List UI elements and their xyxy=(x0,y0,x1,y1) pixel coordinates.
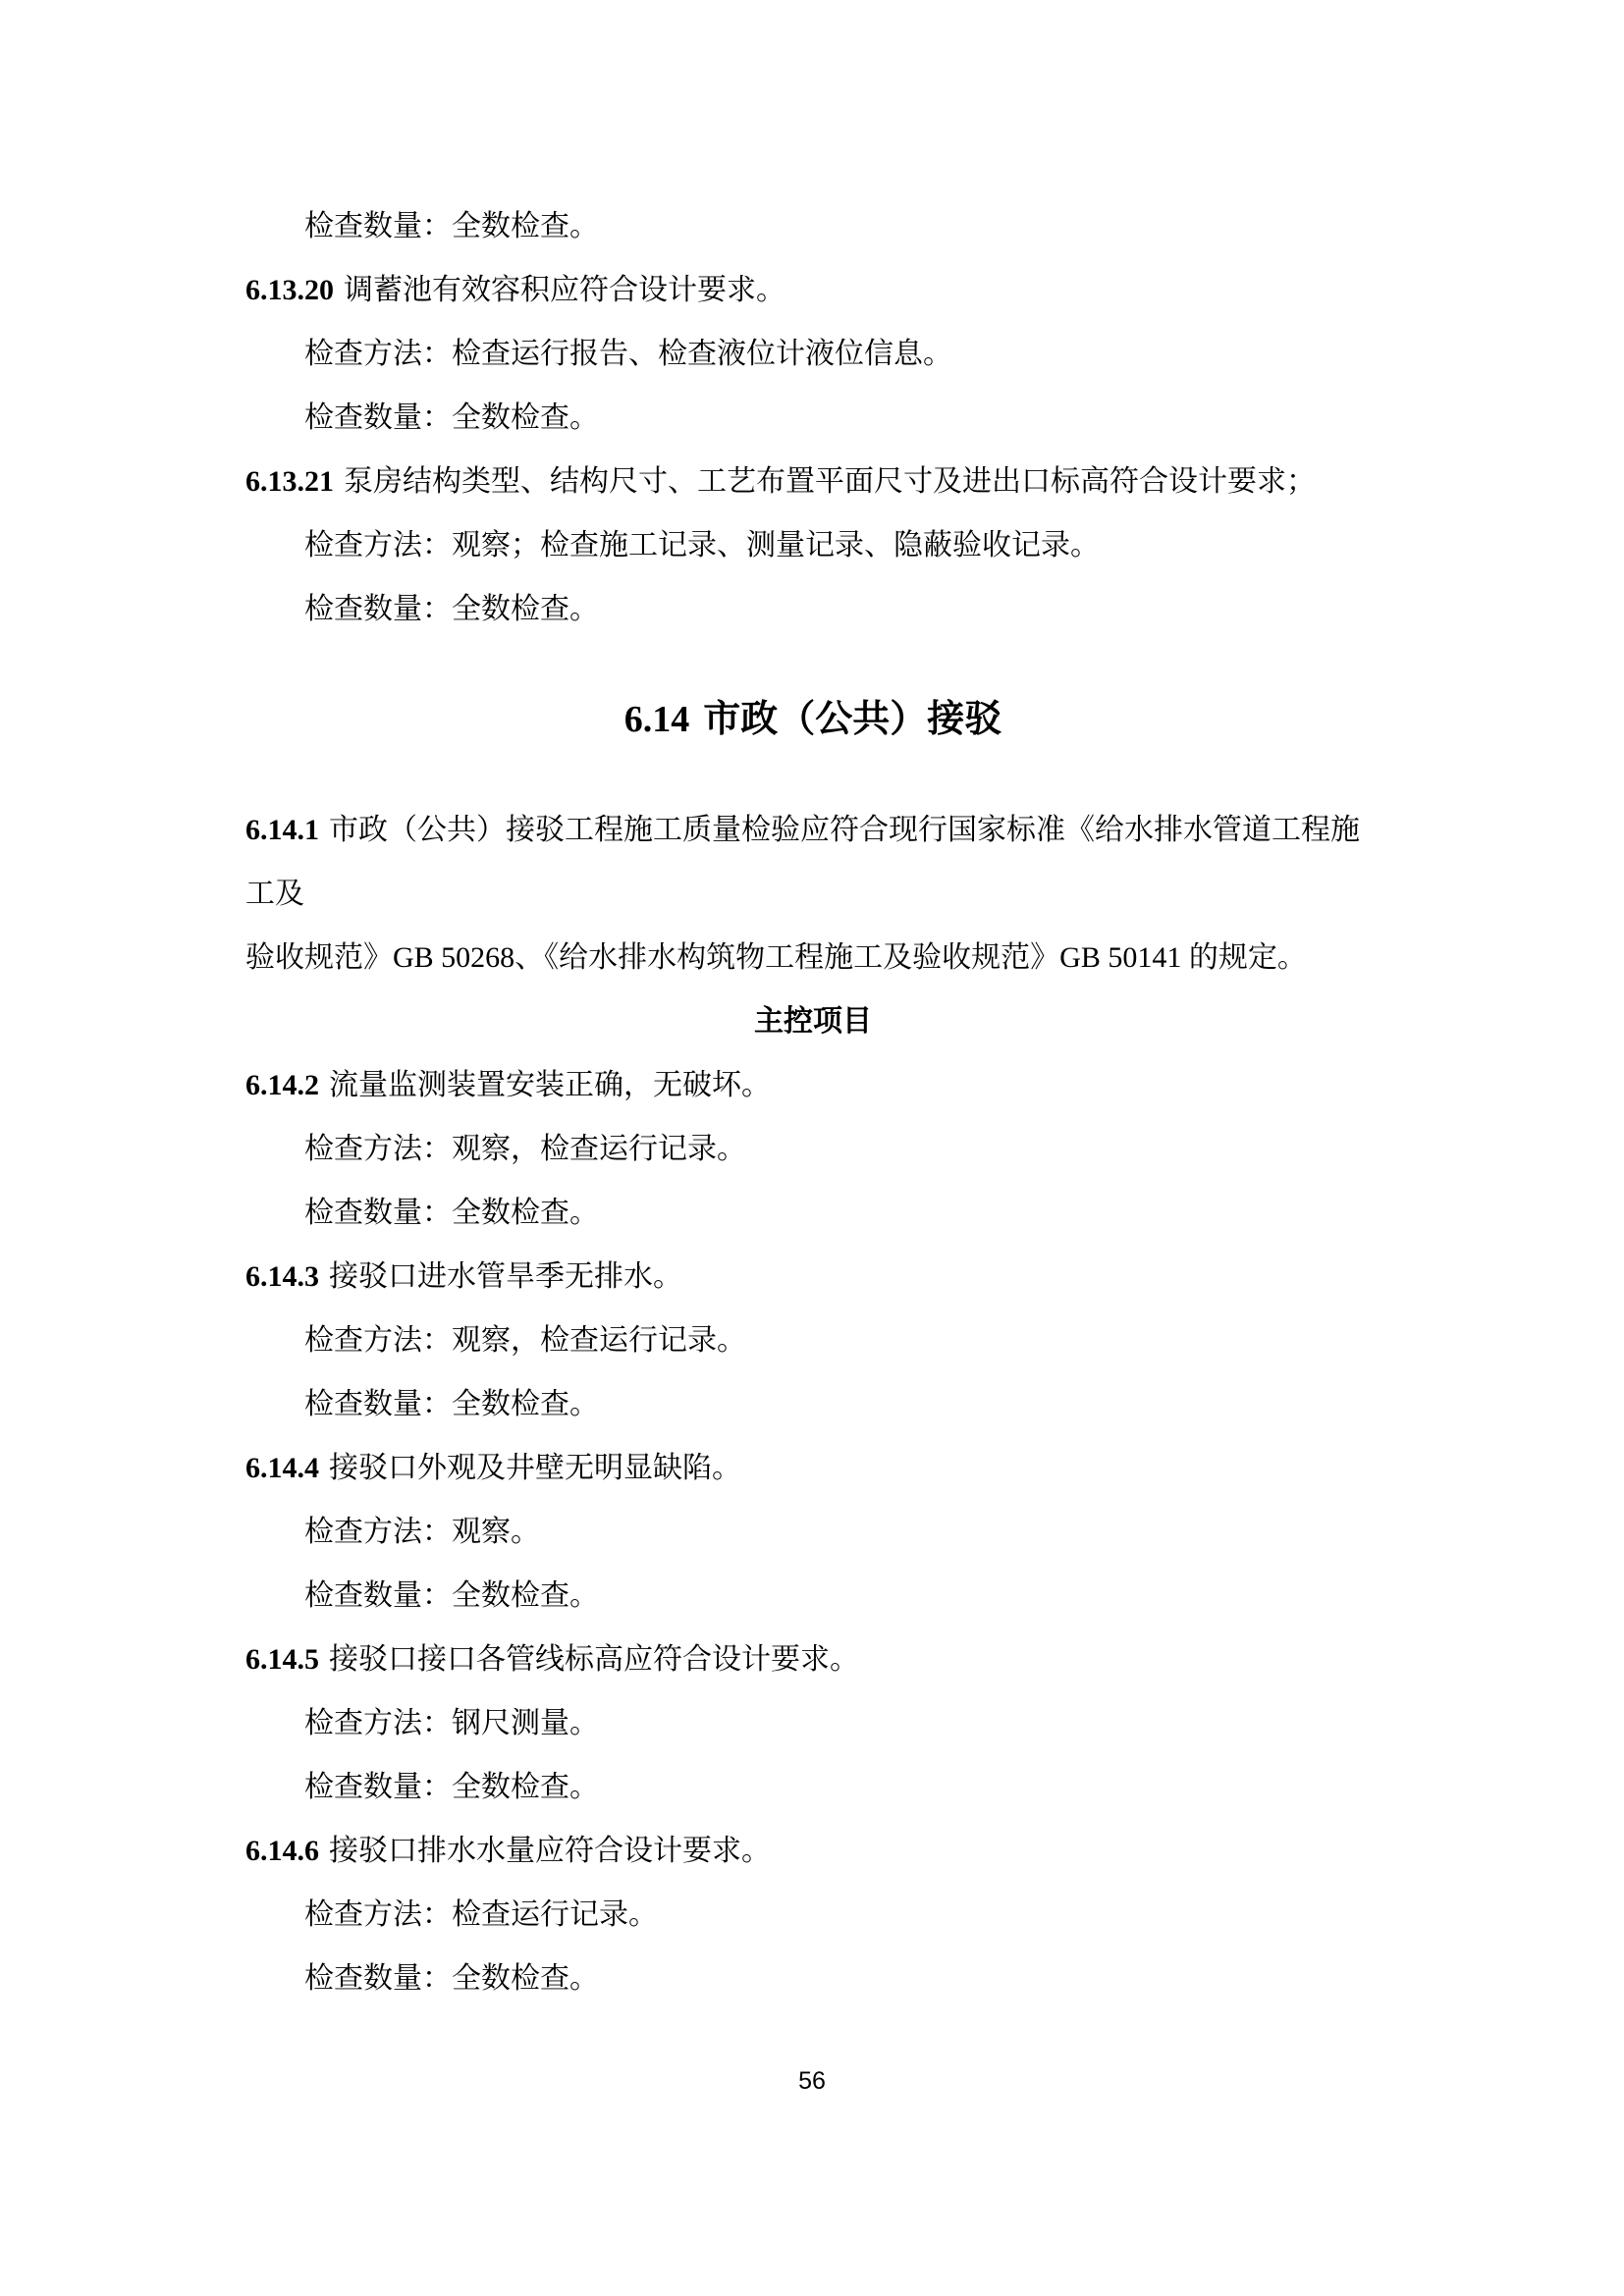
clause-number: 6.13.21 xyxy=(245,465,334,498)
clause-6.13.21 xyxy=(245,450,1380,513)
check-line xyxy=(245,1883,1380,1947)
check-line xyxy=(245,386,1380,450)
check-line xyxy=(245,1500,1380,1564)
clause-6.14.5 xyxy=(245,1628,1380,1691)
check-line xyxy=(245,1372,1380,1436)
clause-6.14.1 xyxy=(245,798,1380,926)
check-line xyxy=(245,1181,1380,1245)
document-body xyxy=(245,194,1380,2010)
clause-text: 主控项目 xyxy=(754,1005,872,1038)
clause-number: 6.14.3 xyxy=(245,1260,319,1293)
clause-text: 检查方法：观察，检查运行记录。 xyxy=(304,1324,746,1357)
clause-text: 检查数量：全数检查。 xyxy=(304,593,599,625)
clause-number: 6.13.20 xyxy=(245,274,334,306)
clause-text: 泵房结构类型、结构尺寸、工艺布置平面尺寸及进出口标高符合设计要求； xyxy=(344,465,1316,498)
clause-text: 检查数量：全数检查。 xyxy=(304,1388,599,1420)
clause-text: 市政（公共）接驳 xyxy=(703,699,1002,740)
clause-6.14.3 xyxy=(245,1245,1380,1308)
clause-text: 检查数量：全数检查。 xyxy=(304,1771,599,1803)
section-heading xyxy=(245,641,1380,798)
check-line xyxy=(245,1947,1380,2010)
check-line xyxy=(245,1117,1380,1181)
clause-text: 检查方法：观察；检查施工记录、测量记录、隐蔽验收记录。 xyxy=(304,529,1100,561)
clause-6.14.2 xyxy=(245,1053,1380,1117)
check-line xyxy=(245,577,1380,641)
clause-text: 检查方法：检查运行记录。 xyxy=(304,1898,658,1931)
clause-number: 6.14.4 xyxy=(245,1452,319,1484)
clause-6.14.4 xyxy=(245,1436,1380,1500)
clause-text: 检查数量：全数检查。 xyxy=(304,1579,599,1612)
clause-text: 接驳口进水管旱季无排水。 xyxy=(329,1260,682,1293)
clause-number: 6.14.6 xyxy=(245,1835,319,1867)
clause-text: 检查数量：全数检查。 xyxy=(304,210,599,242)
clause-6.13.20 xyxy=(245,258,1380,322)
clause-text: 检查方法：钢尺测量。 xyxy=(304,1707,599,1739)
check-line xyxy=(245,513,1380,577)
clause-text: 调蓄池有效容积应符合设计要求。 xyxy=(344,274,785,306)
clause-number: 6.14 xyxy=(623,699,690,740)
clause-text: 检查方法：观察。 xyxy=(304,1516,540,1548)
clause-text: 检查方法：观察，检查运行记录。 xyxy=(304,1133,746,1165)
clause-number: 6.14.2 xyxy=(245,1069,319,1101)
subsection-heading xyxy=(245,989,1380,1053)
clause-text: 检查数量：全数检查。 xyxy=(304,401,599,434)
clause-6.14.6 xyxy=(245,1819,1380,1883)
check-line xyxy=(245,194,1380,258)
check-line xyxy=(245,322,1380,386)
clause-number: 6.14.1 xyxy=(245,814,319,846)
check-line xyxy=(245,1691,1380,1755)
clause-text: 检查数量：全数检查。 xyxy=(304,1962,599,1995)
check-line xyxy=(245,1308,1380,1372)
clause-text: 检查数量：全数检查。 xyxy=(304,1197,599,1229)
clause-text: 流量监测装置安装正确，无破坏。 xyxy=(329,1069,771,1101)
check-line xyxy=(245,1755,1380,1819)
clause-text: 接驳口外观及井壁无明显缺陷。 xyxy=(329,1452,741,1484)
clause-text: 市政（公共）接驳工程施工质量检验应符合现行国家标准《给水排水管道工程施工及 xyxy=(245,814,1360,910)
clause-text: 接驳口接口各管线标高应符合设计要求。 xyxy=(329,1643,859,1676)
page-number: 56 xyxy=(798,2067,826,2095)
clause-text: 验收规范》GB 50268、《给水排水构筑物工程施工及验收规范》GB 50141 的规定。 xyxy=(245,941,1307,974)
clause-continuation xyxy=(245,926,1380,989)
check-line xyxy=(245,1564,1380,1628)
clause-text: 接驳口排水水量应符合设计要求。 xyxy=(329,1835,771,1867)
clause-number: 6.14.5 xyxy=(245,1643,319,1676)
clause-text: 检查方法：检查运行报告、检查液位计液位信息。 xyxy=(304,338,952,370)
